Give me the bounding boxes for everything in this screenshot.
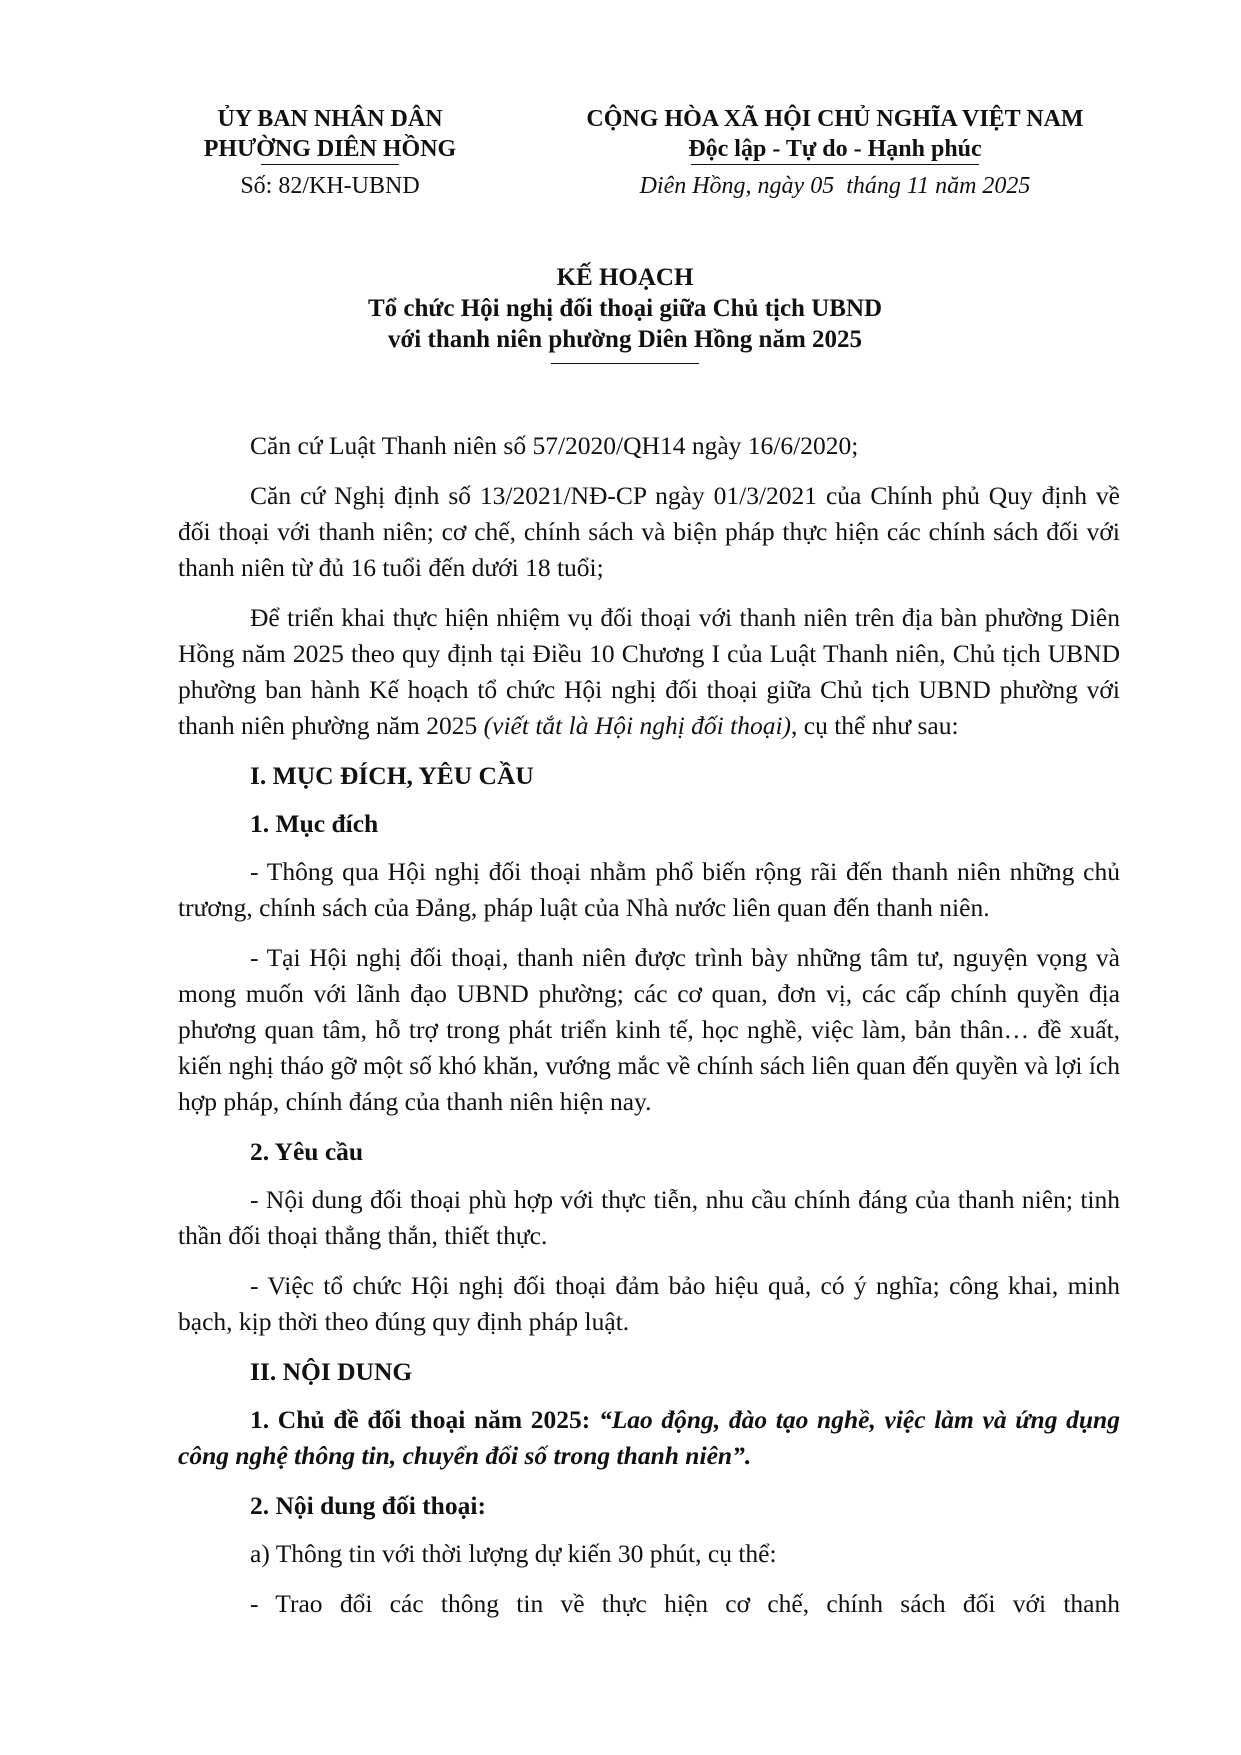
authority-line-2: PHƯỜNG DIÊN HỒNG (203, 136, 457, 162)
country-name: CỘNG HÒA XÃ HỘI CHỦ NGHĨA VIỆT NAM (586, 106, 1084, 132)
document-title (150, 262, 1100, 364)
title-line-1: KẾ HOẠCH (556, 264, 694, 291)
place-date: Diên Hồng, ngày 05 tháng 11 năm 2025 (639, 173, 1031, 199)
document-body (178, 428, 1120, 1636)
theme-label: 1. Chủ đề đối thoại năm 2025: (250, 1405, 599, 1434)
title-line-2: Tổ chức Hội nghị đối thoại giữa Chủ tịch UBND (367, 295, 883, 322)
legal-basis-2: Căn cứ Nghị định số 13/2021/NĐ-CP ngày 01/3/2021 của Chính phủ Quy định về đối thoại với thanh niên; cơ chế, chính sách và biện pháp thực hiện các chính sách đối với thanh niên từ đủ 16 tuổi đến dưới 18 tuổi; (178, 481, 1120, 582)
requirement-item-2: - Việc tổ chức Hội nghị đối thoại đảm bảo hiệu quả, có ý nghĩa; công khai, minh bạch, kịp thời theo đúng quy định pháp luật. (178, 1271, 1120, 1336)
motto-underline (691, 164, 979, 165)
section-1-heading: I. MỤC ĐÍCH, YÊU CẦU (250, 761, 534, 790)
intro-paragraph (178, 600, 1120, 744)
title-line-3: với thanh niên phường Diên Hồng năm 2025 (387, 326, 863, 353)
theme-text: “Lao động, đào tạo nghề, việc làm và ứng dụng công nghệ thông tin, chuyển đổi số trong thanh niên”. (178, 1405, 1120, 1470)
motto: Độc lập - Tự do - Hạnh phúc (688, 136, 982, 162)
section-2-heading: II. NỘI DUNG (250, 1357, 413, 1386)
title-underline (551, 363, 699, 364)
intro-end: , cụ thể như sau: (791, 711, 959, 740)
authority-line-1: ỦY BAN NHÂN DÂN (217, 106, 443, 132)
purpose-item-2: - Tại Hội nghị đối thoại, thanh niên được trình bày những tâm tư, nguyện vọng và mong muốn với lãnh đạo UBND phường; các cơ quan, đơn vị, các cấp chính quyền địa phương quan tâm, hỗ trợ trong phát triển kinh tế, học nghề, việc làm, bản thân… đề xuất, kiến nghị tháo gỡ một số khó khăn, vướng mắc về chính sách liên quan đến quyền và lợi ích hợp pháp, chính đáng của thanh niên hiện nay. (178, 943, 1120, 1116)
national-motto (505, 104, 1165, 201)
section-1-2-heading: 2. Yêu cầu (250, 1137, 364, 1166)
requirement-item-1: - Nội dung đối thoại phù hợp với thực tiễn, nhu cầu chính đáng của thanh niên; tinh thần đối thoại thẳng thắn, thiết thực. (178, 1185, 1120, 1250)
intro-abbreviation: (viết tắt là Hội nghị đối thoại) (483, 711, 792, 740)
info-item-a: a) Thông tin với thời lượng dự kiến 30 phút, cụ thể: (250, 1539, 777, 1568)
dialogue-theme (178, 1402, 1120, 1474)
legal-basis-1: Căn cứ Luật Thanh niên số 57/2020/QH14 ngày 16/6/2020; (250, 431, 859, 460)
section-2-2-heading: 2. Nội dung đối thoại: (250, 1491, 486, 1520)
authority-underline (261, 164, 399, 165)
purpose-item-1: - Thông qua Hội nghị đối thoại nhằm phổ biến rộng rãi đến thanh niên những chủ trương, chính sách của Đảng, pháp luật của Nhà nước liên quan đến thanh niên. (178, 857, 1120, 922)
intro-text: Để triển khai thực hiện nhiệm vụ đối thoại với thanh niên trên địa bàn phường Diên Hồng năm 2025 theo quy định tại Điều 10 Chương I của Luật Thanh niên, Chủ tịch UBND phường ban hành Kế hoạch tổ chức Hội nghị đối thoại giữa Chủ tịch UBND phường với thanh niên phường năm 2025 (178, 603, 1120, 740)
issuing-authority (150, 104, 510, 201)
section-1-1-heading: 1. Mục đích (250, 809, 379, 838)
info-item-a-1: - Trao đổi các thông tin về thực hiện cơ chế, chính sách đối với thanh (250, 1589, 1120, 1618)
document-number: Số: 82/KH-UBND (240, 173, 420, 199)
